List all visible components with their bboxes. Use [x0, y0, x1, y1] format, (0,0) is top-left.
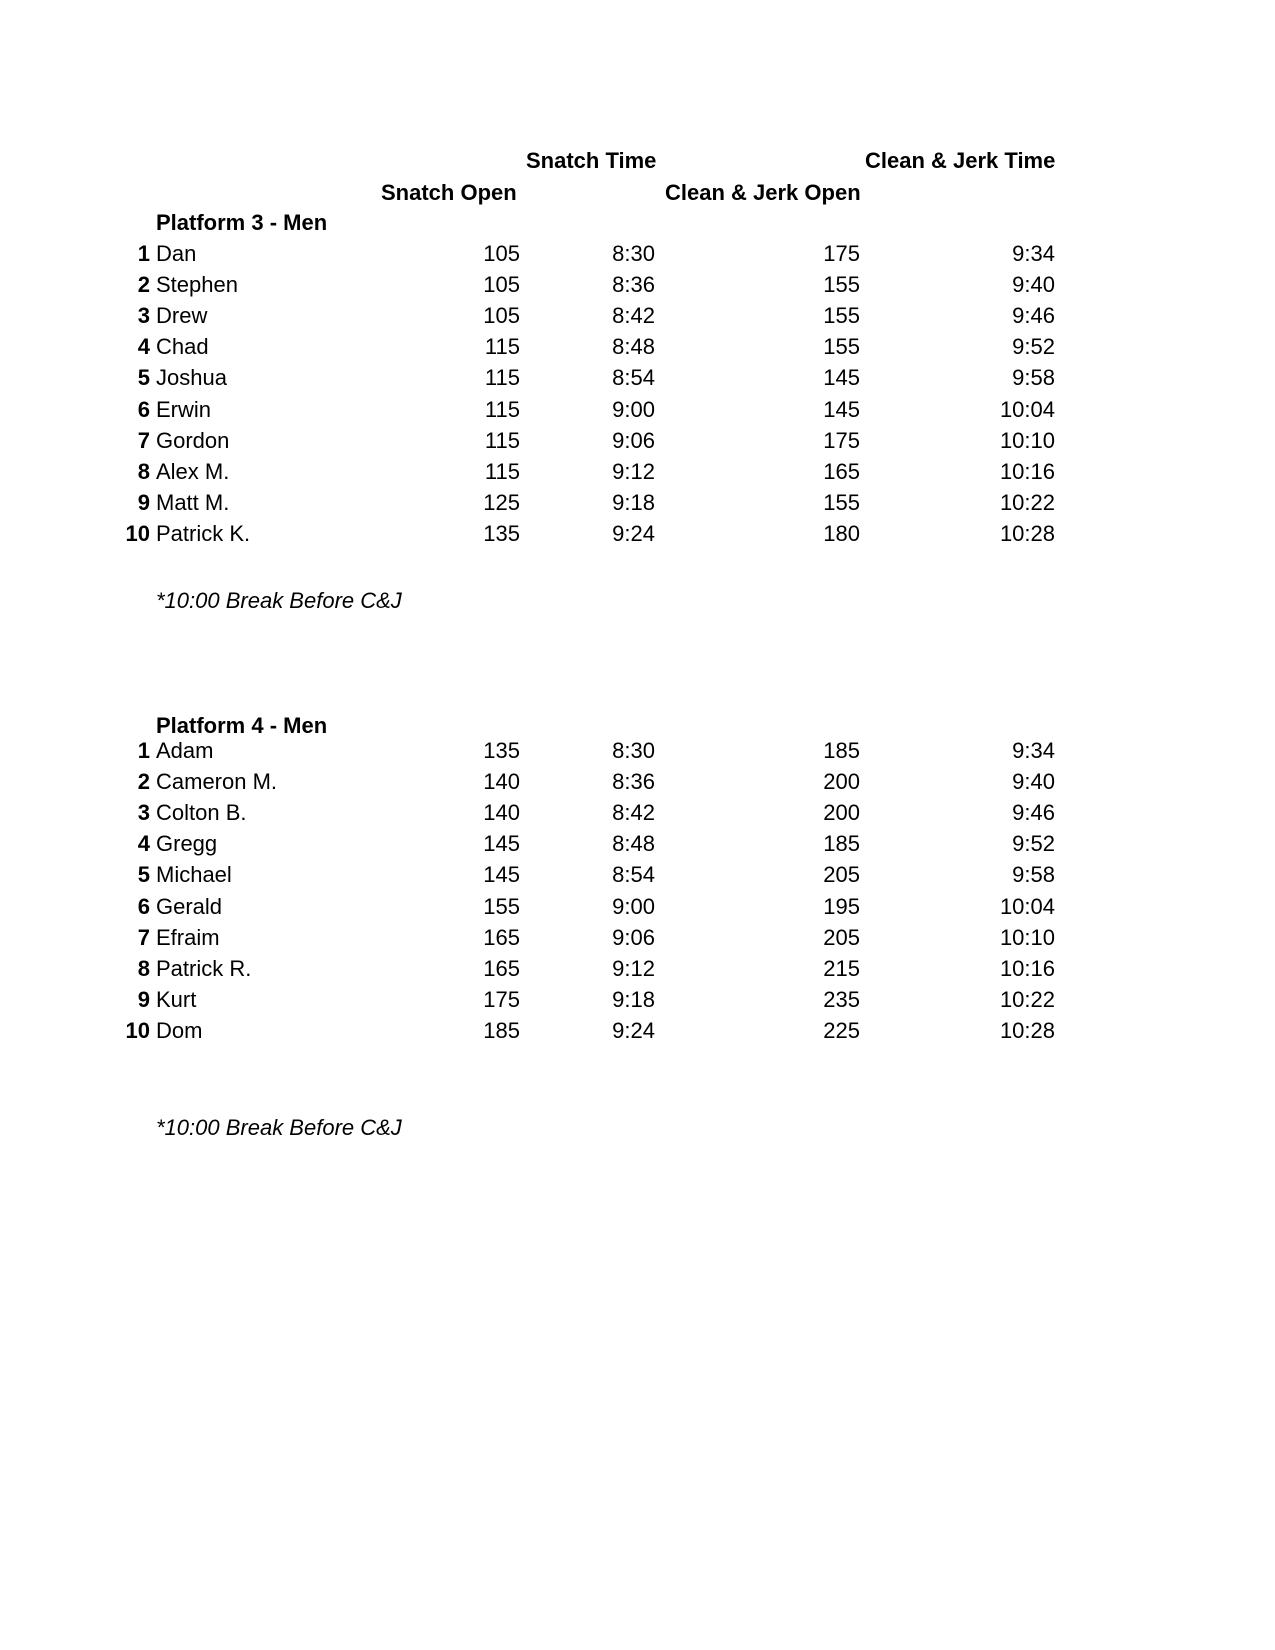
- lifter-name: Gerald: [156, 893, 223, 919]
- table-row: [0, 769, 1275, 799]
- clean-jerk-time-value: 9:52: [1012, 831, 1055, 857]
- clean-jerk-open-value: 235: [823, 986, 860, 1012]
- table-row: [0, 894, 1275, 924]
- table-row: [0, 397, 1275, 427]
- snatch-open-value: 115: [484, 427, 520, 453]
- row-number: 2: [137, 272, 150, 298]
- snatch-open-value: 175: [483, 986, 520, 1012]
- row-number: 1: [137, 241, 150, 266]
- lifter-name: Chad: [156, 334, 209, 360]
- snatch-time-value: 9:00: [612, 893, 655, 919]
- platform-title: Platform 3 - Men: [156, 210, 328, 235]
- snatch-open-value: 185: [483, 1017, 520, 1043]
- snatch-open-value: 135: [483, 738, 520, 763]
- header-snatch-open: Snatch Open: [381, 180, 517, 205]
- clean-jerk-time-value: 10:22: [999, 489, 1055, 515]
- clean-jerk-open-value: 165: [823, 458, 860, 484]
- table-row: [0, 272, 1275, 302]
- table-row: [0, 428, 1275, 458]
- snatch-time-value: 9:12: [612, 955, 655, 981]
- clean-jerk-time-value: 9:40: [1012, 272, 1055, 298]
- clean-jerk-open-value: 195: [823, 893, 860, 919]
- lifter-name: Colton B.: [156, 800, 247, 826]
- lifter-name: Patrick K.: [156, 520, 251, 546]
- row-number: 4: [137, 831, 150, 857]
- table-row: [0, 800, 1275, 830]
- break-note: *10:00 Break Before C&J: [156, 1115, 402, 1140]
- snatch-time-value: 9:00: [612, 396, 655, 422]
- platform-title: Platform 4 - Men: [156, 713, 328, 738]
- snatch-open-value: 140: [483, 800, 520, 826]
- table-row: [0, 1018, 1275, 1048]
- snatch-open-value: 140: [483, 769, 520, 795]
- lifter-name: Gordon: [156, 427, 230, 453]
- lifter-name: Patrick R.: [156, 955, 252, 981]
- snatch-time-value: 9:24: [612, 1017, 655, 1043]
- table-row: [0, 738, 1275, 768]
- row-number: 5: [137, 365, 150, 391]
- snatch-time-value: 8:36: [612, 769, 655, 795]
- row-number: 6: [137, 396, 150, 422]
- table-row: [0, 459, 1275, 489]
- clean-jerk-time-value: 9:52: [1012, 334, 1055, 360]
- table-row: [0, 334, 1275, 364]
- lifter-name: Dan: [156, 241, 197, 266]
- snatch-time-value: 9:18: [612, 986, 655, 1012]
- row-number: 10: [125, 1017, 150, 1043]
- table-row: [0, 862, 1275, 892]
- row-number: 5: [137, 862, 150, 888]
- snatch-open-value: 165: [483, 955, 520, 981]
- table-row: [0, 831, 1275, 861]
- table-row: [0, 365, 1275, 395]
- row-number: 10: [125, 520, 150, 546]
- snatch-time-value: 8:30: [612, 738, 655, 763]
- table-row: [0, 956, 1275, 986]
- clean-jerk-time-value: 9:34: [1012, 738, 1055, 763]
- break-note: *10:00 Break Before C&J: [156, 588, 402, 613]
- row-number: 9: [137, 986, 150, 1012]
- row-number: 1: [137, 738, 150, 763]
- snatch-time-value: 8:42: [612, 303, 655, 329]
- lifter-name: Alex M.: [156, 458, 230, 484]
- clean-jerk-open-value: 200: [823, 769, 860, 795]
- table-row: [0, 490, 1275, 520]
- snatch-open-value: 135: [483, 520, 520, 546]
- snatch-open-value: 145: [483, 831, 520, 857]
- clean-jerk-time-value: 9:46: [1012, 303, 1055, 329]
- snatch-time-value: 8:30: [612, 241, 655, 266]
- clean-jerk-time-value: 9:34: [1012, 241, 1055, 266]
- clean-jerk-open-value: 145: [823, 365, 860, 391]
- clean-jerk-open-value: 155: [823, 272, 860, 298]
- lifter-name: Michael: [156, 862, 232, 888]
- snatch-open-value: 165: [483, 924, 520, 950]
- table-row: [0, 987, 1275, 1017]
- table-row: [0, 521, 1275, 551]
- snatch-time-value: 9:18: [612, 489, 655, 515]
- snatch-open-value: 115: [484, 396, 520, 422]
- header-clean-jerk-time: Clean & Jerk Time: [865, 148, 1056, 173]
- row-number: 2: [137, 769, 150, 795]
- row-number: 3: [137, 303, 150, 329]
- lifter-name: Cameron M.: [156, 769, 278, 795]
- snatch-time-value: 9:06: [612, 924, 655, 950]
- clean-jerk-open-value: 180: [823, 520, 860, 546]
- clean-jerk-time-value: 9:58: [1012, 862, 1055, 888]
- lifter-name: Matt M.: [156, 489, 230, 515]
- clean-jerk-time-value: 10:16: [999, 458, 1055, 484]
- clean-jerk-open-value: 185: [823, 831, 860, 857]
- clean-jerk-open-value: 175: [823, 241, 860, 266]
- clean-jerk-time-value: 10:16: [999, 955, 1055, 981]
- row-number: 8: [137, 458, 150, 484]
- snatch-time-value: 8:54: [612, 862, 655, 888]
- clean-jerk-open-value: 155: [823, 489, 860, 515]
- snatch-time-value: 8:42: [612, 800, 655, 826]
- lifter-name: Dom: [156, 1017, 203, 1043]
- clean-jerk-time-value: 10:10: [999, 427, 1055, 453]
- clean-jerk-open-value: 205: [823, 862, 860, 888]
- clean-jerk-time-value: 10:28: [999, 1017, 1055, 1043]
- clean-jerk-open-value: 145: [823, 396, 860, 422]
- table-row: [0, 303, 1275, 333]
- clean-jerk-time-value: 9:40: [1012, 769, 1055, 795]
- lifter-name: Joshua: [156, 365, 227, 391]
- clean-jerk-open-value: 175: [823, 427, 860, 453]
- snatch-time-value: 8:36: [612, 272, 655, 298]
- clean-jerk-open-value: 155: [823, 334, 860, 360]
- clean-jerk-open-value: 215: [823, 955, 860, 981]
- snatch-time-value: 9:12: [612, 458, 655, 484]
- row-number: 4: [137, 334, 150, 360]
- snatch-open-value: 115: [484, 458, 520, 484]
- clean-jerk-open-value: 185: [823, 738, 860, 763]
- snatch-time-value: 8:48: [612, 831, 655, 857]
- lifter-name: Adam: [156, 738, 214, 763]
- clean-jerk-open-value: 155: [823, 303, 860, 329]
- snatch-open-value: 105: [483, 272, 520, 298]
- snatch-open-value: 125: [483, 489, 520, 515]
- table-row: [0, 241, 1275, 271]
- header-snatch-time: Snatch Time: [526, 148, 657, 173]
- snatch-open-value: 115: [484, 334, 520, 360]
- lifter-name: Efraim: [156, 924, 220, 950]
- clean-jerk-open-value: 225: [823, 1017, 860, 1043]
- lifter-name: Stephen: [156, 272, 238, 298]
- clean-jerk-time-value: 10:28: [999, 520, 1055, 546]
- clean-jerk-time-value: 10:10: [999, 924, 1055, 950]
- clean-jerk-open-value: 200: [823, 800, 860, 826]
- snatch-open-value: 105: [483, 303, 520, 329]
- snatch-open-value: 155: [483, 893, 520, 919]
- clean-jerk-open-value: 205: [823, 924, 860, 950]
- snatch-time-value: 9:24: [612, 520, 655, 546]
- lifter-name: Gregg: [156, 831, 218, 857]
- row-number: 7: [137, 427, 150, 453]
- snatch-open-value: 115: [484, 365, 520, 391]
- lifter-name: Drew: [156, 303, 208, 329]
- clean-jerk-time-value: 9:58: [1012, 365, 1055, 391]
- snatch-open-value: 145: [483, 862, 520, 888]
- lifter-name: Erwin: [156, 396, 212, 422]
- lifter-name: Kurt: [156, 986, 197, 1012]
- snatch-time-value: 8:48: [612, 334, 655, 360]
- clean-jerk-time-value: 9:46: [1012, 800, 1055, 826]
- row-number: 9: [137, 489, 150, 515]
- row-number: 3: [137, 800, 150, 826]
- snatch-time-value: 8:54: [612, 365, 655, 391]
- table-row: [0, 925, 1275, 955]
- clean-jerk-time-value: 10:22: [999, 986, 1055, 1012]
- snatch-time-value: 9:06: [612, 427, 655, 453]
- snatch-open-value: 105: [483, 241, 520, 266]
- header-clean-jerk-open: Clean & Jerk Open: [665, 180, 861, 205]
- clean-jerk-time-value: 10:04: [999, 893, 1055, 919]
- row-number: 6: [137, 893, 150, 919]
- row-number: 7: [137, 924, 150, 950]
- row-number: 8: [137, 955, 150, 981]
- clean-jerk-time-value: 10:04: [999, 396, 1055, 422]
